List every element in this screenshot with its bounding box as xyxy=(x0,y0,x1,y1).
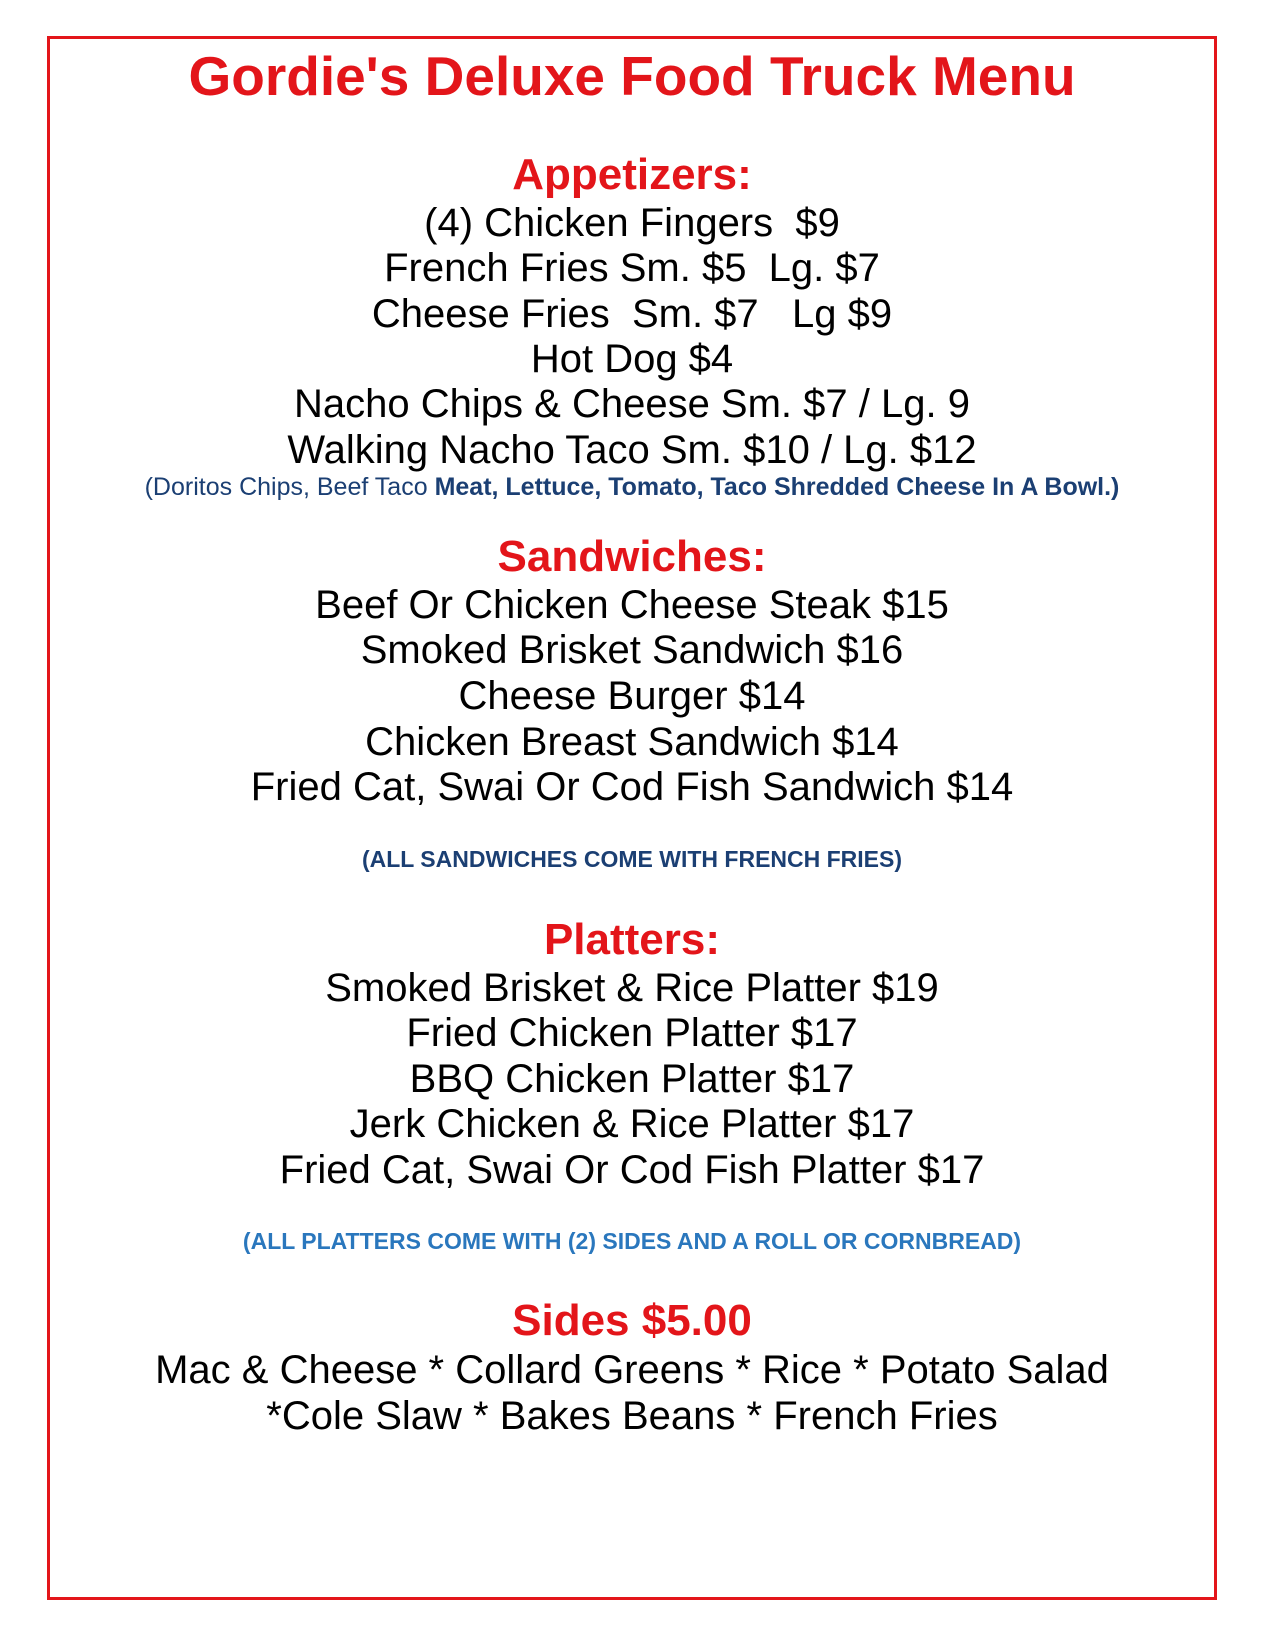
sandwich-item: Beef Or Chicken Cheese Steak $15 xyxy=(315,583,949,627)
appetizer-item: Nacho Chips & Cheese Sm. $7 / Lg. 9 xyxy=(294,382,970,426)
appetizer-item: French Fries Sm. $5 Lg. $7 xyxy=(384,246,880,290)
sandwiches-note: (ALL SANDWICHES COME WITH FRENCH FRIES) xyxy=(361,846,903,872)
appetizers-note-regular: (Doritos Chips, Beef Taco xyxy=(144,473,435,501)
sandwiches-heading: Sandwiches: xyxy=(497,532,767,581)
sides-line: Mac & Cheese * Collard Greens * Rice * Potato Salad xyxy=(155,1348,1109,1392)
platters-heading: Platters: xyxy=(543,915,721,964)
sandwich-item: Smoked Brisket Sandwich $16 xyxy=(360,628,904,672)
platters-note: (ALL PLATTERS COME WITH (2) SIDES AND A ROLL OR CORNBREAD) xyxy=(242,1228,1022,1254)
menu-title: Gordie's Deluxe Food Truck Menu xyxy=(188,45,1076,107)
appetizer-item: Cheese Fries Sm. $7 Lg $9 xyxy=(371,292,893,336)
appetizers-note xyxy=(50,475,1214,500)
appetizer-item: Hot Dog $4 xyxy=(530,337,734,381)
sides-line: *Cole Slaw * Bakes Beans * French Fries xyxy=(266,1394,998,1438)
appetizers-note-bold: Meat, Lettuce, Tomato, Taco Shredded Cheese In A Bowl.) xyxy=(434,473,1120,501)
sides-heading: Sides $5.00 xyxy=(512,1296,752,1345)
platter-item: Smoked Brisket & Rice Platter $19 xyxy=(325,966,939,1010)
platter-item: Fried Chicken Platter $17 xyxy=(406,1011,858,1055)
platter-item: BBQ Chicken Platter $17 xyxy=(409,1057,855,1101)
platter-item: Jerk Chicken & Rice Platter $17 xyxy=(349,1102,915,1146)
appetizers-heading: Appetizers: xyxy=(512,150,752,199)
platter-item: Fried Cat, Swai Or Cod Fish Platter $17 xyxy=(279,1148,985,1192)
sandwich-item: Fried Cat, Swai Or Cod Fish Sandwich $14 xyxy=(250,765,1014,809)
sandwich-item: Cheese Burger $14 xyxy=(458,674,806,718)
sandwich-item: Chicken Breast Sandwich $14 xyxy=(365,720,899,764)
appetizer-item: (4) Chicken Fingers $9 xyxy=(424,201,840,245)
appetizer-item: Walking Nacho Taco Sm. $10 / Lg. $12 xyxy=(287,428,977,472)
